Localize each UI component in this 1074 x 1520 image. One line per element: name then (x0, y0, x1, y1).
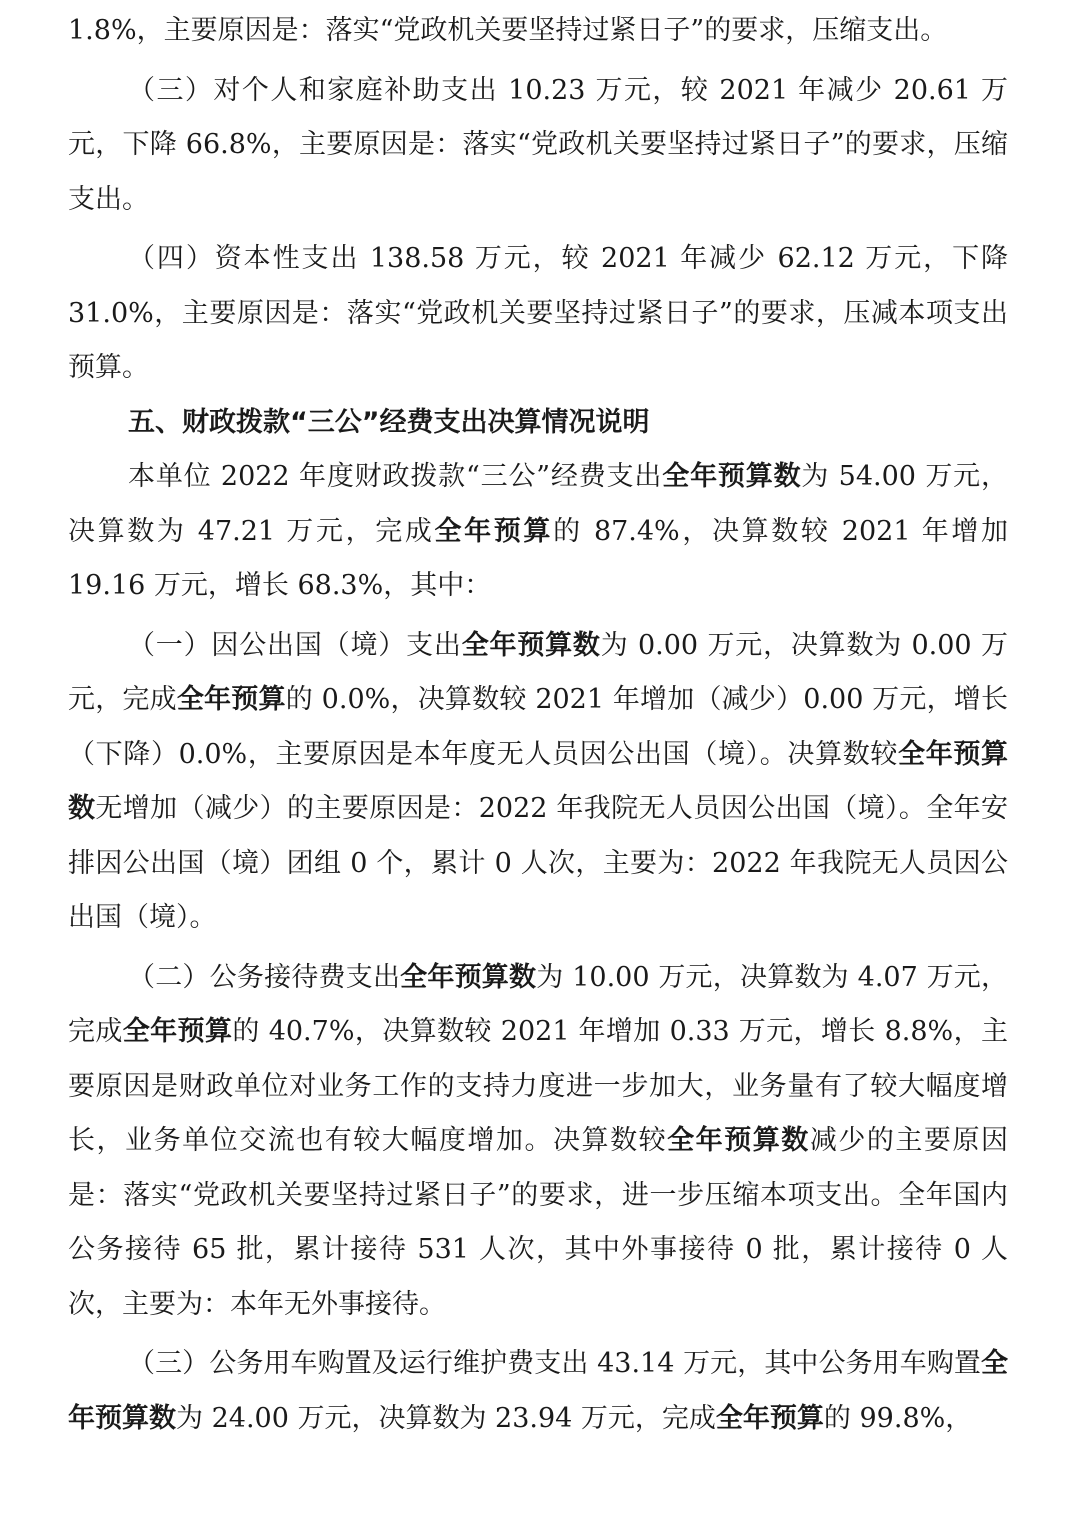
text-run: 为 24.00 万元，决算数为 23.94 万元，完成 (176, 1402, 716, 1434)
document-page (68, 4, 1008, 1446)
text-run: （一）因公出国（境）支出 (128, 629, 462, 661)
paragraph-individual-family-subsidy (68, 64, 1008, 228)
text-run: 减少的主要原因是：落实“党政机关要坚持过紧日子”的要求，进一步压缩本项支出。全年国内公务接待 65 批，累计接待 531 人次，其中外事接待 0 批，累计接待 0 人次，主要为：本年无外事接待。 (68, 1125, 1008, 1320)
text-run: 的 87.4%，决算数较 2021 年增加 19.16 万元，增长 68.3%，其中： (68, 515, 1008, 601)
text-run: 的 99.8%， (823, 1402, 973, 1434)
paragraph-capital-expenditure (68, 232, 1008, 396)
bold-term: 全年预算数 (400, 961, 537, 993)
text-run: （二）公务接待费支出 (128, 961, 401, 993)
section-heading: 五、财政拨款“三公”经费支出决算情况说明 (128, 406, 650, 438)
paragraph-1 (68, 4, 1008, 59)
bold-term: 全年预算 (434, 515, 554, 547)
text-run: （三）公务用车购置及运行维护费支出 43.14 万元，其中公务用车购置 (128, 1348, 981, 1379)
bold-term: 全年预算 (122, 1016, 233, 1047)
text-run: 无增加（减少）的主要原因是：2022 年我院无人员因公出国（境）。全年安排因公出国（境）团组 0 个，累计 0 人次，主要为：2022 年我院无人员因公出国（境）。 (68, 793, 1009, 933)
bold-term: 全年预算 (715, 1402, 824, 1434)
text-run: 为 54.00 万元，决算数为 47.21 万元，完成 (68, 461, 1009, 547)
paragraph-official-vehicles (68, 1337, 1008, 1446)
paragraph-3-text: （四）资本性支出 138.58 万元，较 2021 年减少 62.12 万元，下降 31.0%，主要原因是：落实“党政机关要坚持过紧日子”的要求，压减本项支出预算。 (68, 243, 1008, 383)
paragraph-official-reception (68, 951, 1008, 1333)
text-run: 的 40.7%，决算数较 2021 年增加 0.33 万元，增长 8.8%，主要原因是财政单位对业务工作的支持力度进一步加大，业务量有了较大幅度增长，业务单位交流也有较大幅度增加。决算数较 (68, 1016, 1008, 1156)
bold-term: 全年预算数 (461, 629, 601, 661)
text-run: 为 10.00 万元，决算数为 4.07 万元，完成 (68, 961, 1008, 1047)
paragraph-1-text: 1.8%，主要原因是：落实“党政机关要坚持过紧日子”的要求，压缩支出。 (68, 15, 948, 46)
bold-term: 全年预算数 (68, 738, 1009, 824)
paragraph-2-text: （三）对个人和家庭补助支出 10.23 万元，较 2021 年减少 20.61 万元，下降 66.8%，主要原因是：落实“党政机关要坚持过紧日子”的要求，压缩支出。 (68, 74, 1008, 215)
bold-term: 全年预算数 (68, 1348, 1008, 1434)
bold-term: 全年预算 (176, 684, 286, 715)
text-run: 的 0.0%，决算数较 2021 年增加（减少）0.00 万元，增长（下降）0.0%，主要原因是本年度无人员因公出国（境）。决算数较 (68, 684, 1009, 770)
text-run: 本单位 2022 年度财政拨款“三公”经费支出 (128, 461, 663, 492)
text-run: 为 0.00 万元，决算数为 0.00 万元，完成 (68, 629, 1009, 715)
paragraph-overseas-travel (68, 619, 1008, 946)
bold-term: 全年预算数 (667, 1125, 810, 1156)
paragraph-three-public-summary (68, 450, 1008, 614)
bold-term: 全年预算数 (662, 461, 802, 492)
